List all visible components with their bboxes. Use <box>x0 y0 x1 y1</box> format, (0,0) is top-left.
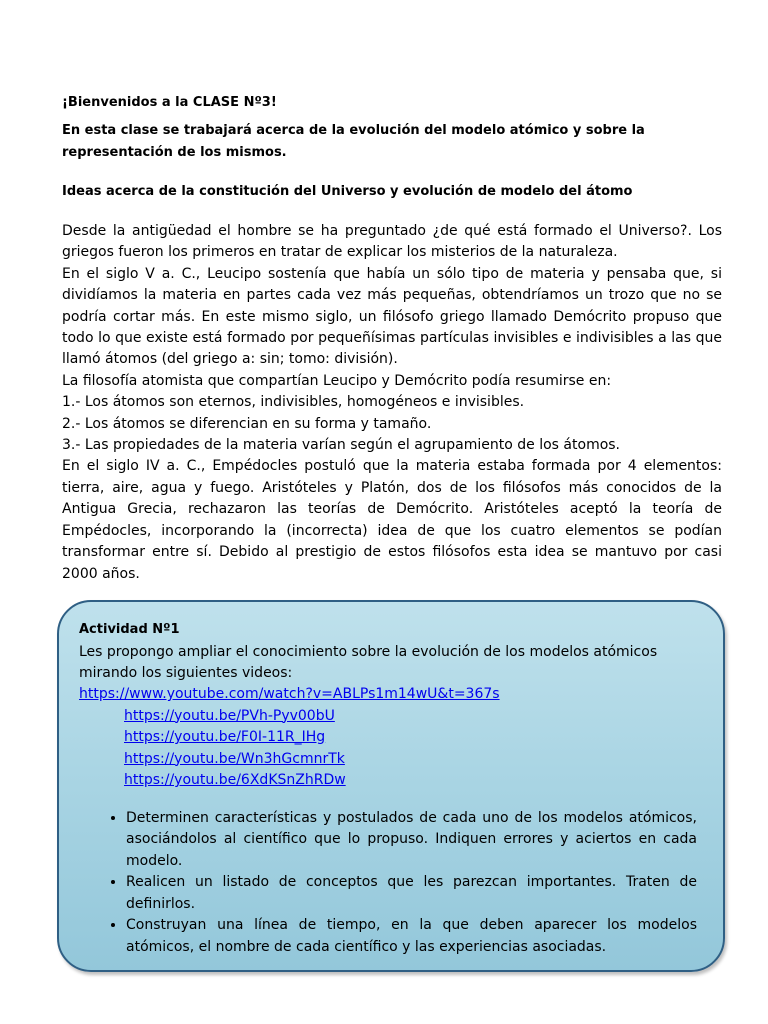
video-link-3[interactable]: https://youtu.be/F0I-11R_IHg <box>124 729 326 745</box>
activity-content <box>79 620 697 958</box>
video-link-5[interactable]: https://youtu.be/6XdKSnZhRDw <box>124 772 346 788</box>
section-title: Ideas acerca de la constitución del Universo y evolución de modelo del átomo <box>62 184 633 199</box>
activity-text: Les propongo ampliar el conocimiento sobre la evolución de los modelos atómicos mirando los siguientes videos: <box>79 644 658 681</box>
intro-line-1: En esta clase se trabajará acerca de la evolución del modelo atómico y sobre la <box>62 123 645 138</box>
activity-box <box>57 600 725 972</box>
task-item-concepts: • Realicen un listado de conceptos que les parezcan importantes. Traten de definirlos. <box>126 872 697 915</box>
intro-line-2: representación de los mismos. <box>62 145 287 160</box>
list-item-3: 3.- Las propiedades de la materia varían según el agrupamiento de los átomos. <box>62 437 621 454</box>
video-link-1[interactable]: https://www.youtube.com/watch?v=ABLPs1m14wU&t=367s <box>79 686 500 702</box>
document-page <box>62 94 722 585</box>
task-item-timeline: • Construyan una línea de tiempo, en la que deben aparecer los modelos atómicos, el nombre de cada científico y las experiencias asociadas. <box>126 915 697 958</box>
paragraph-leucipo: En el siglo V a. C., Leucipo sostenía que había un sólo tipo de materia y pensaba que, si dividíamos la materia en partes cada vez más pequeñas, obtendríamos un trozo que no se podría cortar más. En este mismo siglo, un filósofo griego llamado Demócrito propuso que todo lo que existe está formado por pequeñísimas partículas invisibles e indivisibles a las que llamó átomos (del griego a: sin; tomo: división). <box>62 265 722 368</box>
list-item-1: 1.- Los átomos son eternos, indivisibles, homogéneos e invisibles. <box>62 394 525 411</box>
paragraph-atomist-philosophy: La filosofía atomista que compartían Leucipo y Demócrito podía resumirse en: <box>62 372 612 389</box>
body-text <box>62 221 722 585</box>
list-item-2: 2.- Los átomos se diferencian en su forma y tamaño. <box>62 415 432 432</box>
task-list <box>79 808 697 959</box>
video-link-2[interactable]: https://youtu.be/PVh-Pyv00bU <box>124 707 335 724</box>
welcome-heading: ¡Bienvenidos a la CLASE Nº3! <box>62 95 277 110</box>
paragraph-empedocles: En el siglo IV a. C., Empédocles postuló que la materia estaba formada por 4 elementos: tierra, aire, agua y fuego. Aristóteles y Platón, dos de los filósofos más conocidos de la Antigua Grecia, rechazaron las teorías de Demócrito. Aristóteles aceptó la teoría de Empédocles, incorporando la (incorrecta) idea de que los cuatro elementos se podían transformar entre sí. Debido al prestigio de estos filósofos esta idea se mantuvo por casi 2000 años. <box>62 458 722 582</box>
task-item-models: • Determinen características y postulados de cada uno de los modelos atómicos, asociándolos al científico que lo propuso. Indiquen errores y aciertos en cada modelo. <box>126 808 697 873</box>
activity-title: Actividad Nº1 <box>79 622 180 637</box>
paragraph-antiquity: Desde la antigüedad el hombre se ha preguntado ¿de qué está formado el Universo?. Los griegos fueron los primeros en tratar de explicar los misterios de la naturaleza. <box>62 223 722 261</box>
video-link-4[interactable]: https://youtu.be/Wn3hGcmnrTk <box>124 750 345 767</box>
intro-text <box>62 120 722 164</box>
